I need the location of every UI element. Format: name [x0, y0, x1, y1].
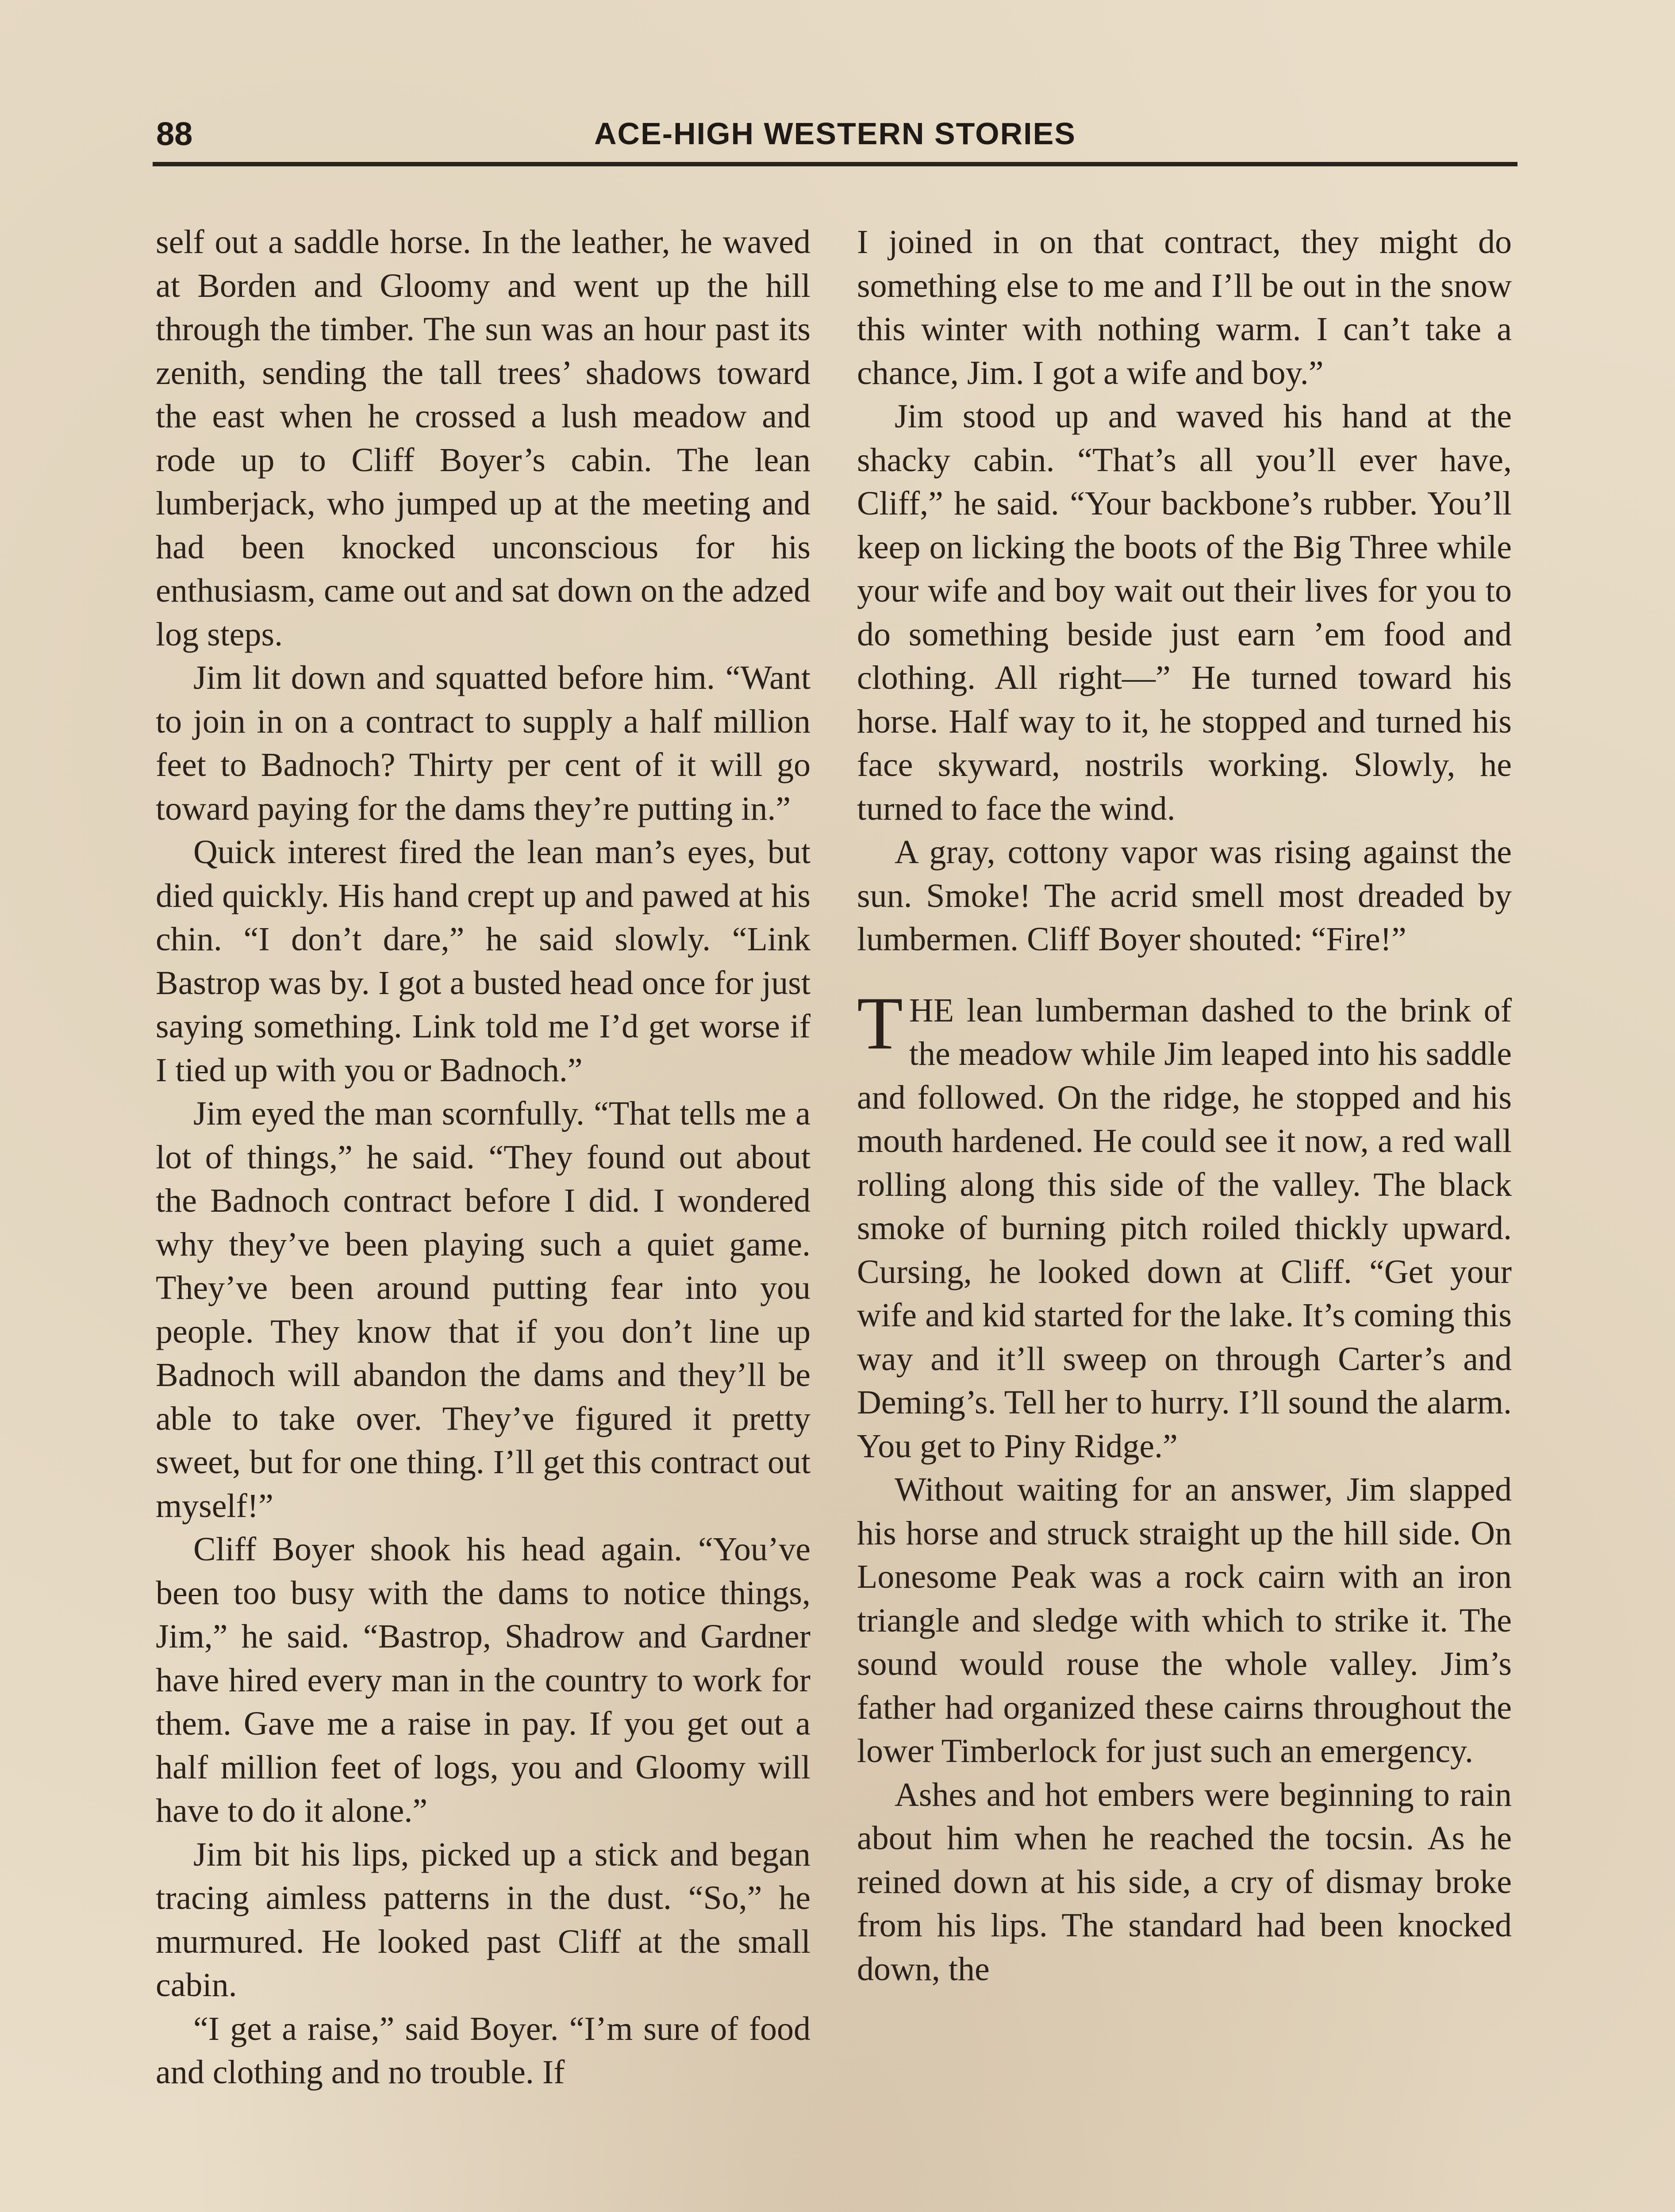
left-column: [156, 220, 811, 2094]
drop-cap: T: [857, 981, 903, 1065]
paragraph: Without waiting for an answer, Jim slapped his horse and struck straight up the hill side. On Lonesome Peak was a rock cairn with an iron triangle and sledge with which to strike it. The sound would rouse the whole valley. Jim’s father had organized these cairns throughout the lower Timberlock for just such an emergency.: [857, 1471, 1512, 1770]
paragraph: Ashes and hot embers were beginning to rain about him when he reached the tocsin. As he reined down at his side, a cry of dismay broke from his lips. The standard had been knocked down, the: [857, 1776, 1512, 1988]
page-number: 88: [156, 115, 193, 152]
paragraph: Quick interest fired the lean man’s eyes, but died quickly. His hand crept up and pawed at his chin. “I don’t dare,” he said slowly. “Link Bastrop was by. I got a busted head once for just saying something. Link told me I’d get worse if I tied up with you or Badnoch.”: [156, 833, 811, 1089]
paragraph: Jim eyed the man scornfully. “That tells me a lot of things,” he said. “They found out about the Badnoch contract before I did. I wondered why they’ve been playing such a quiet game. They’ve been around putting fear into you people. They know that if you don’t line up Badnoch will abandon the dams and they’ll be able to take over. They’ve figured it pretty sweet, but for one thing. I’ll get this contract out myself!”: [156, 1095, 811, 1525]
paragraph: Cliff Boyer shook his head again. “You’ve been too busy with the dams to notice things, Jim,” he said. “Bastrop, Shadrow and Gardner have hired every man in the country to work for them. Gave me a raise in pay. If you get out a half million feet of logs, you and Gloomy will have to do it alone.”: [156, 1531, 811, 1829]
paragraph: A gray, cottony vapor was rising against the sun. Smoke! The acrid smell most dreaded by lumbermen. Cliff Boyer shouted: “Fire!”: [857, 833, 1512, 958]
paragraph: Jim lit down and squatted before him. “Want to join in on a contract to supply a half million feet to Badnoch? Thirty per cent of it will go toward paying for the dams they’re putting in.”: [156, 659, 811, 827]
running-title: ACE-HIGH WESTERN STORIES: [594, 116, 1076, 151]
paragraph: I joined in on that contract, they might do something else to me and I’ll be out in the snow this winter with nothing warm. I can’t take a chance, Jim. I got a wife and boy.”: [857, 223, 1512, 392]
paragraph: self out a saddle horse. In the leather, he waved at Borden and Gloomy and went up the hill through the timber. The sun was an hour past its zenith, sending the tall trees’ shadows toward the east when he crossed a lush meadow and rode up to Cliff Boyer’s cabin. The lean lumberjack, who jumped up at the meeting and had been knocked unconscious for his enthusiasm, came out and sat down on the adzed log steps.: [156, 223, 811, 653]
section-start-text: HE lean lumberman dashed to the brink of the meadow while Jim leaped into his saddle and followed. On the ridge, he stopped and his mouth hardened. He could see it now, a red wall rolling along this side of the valley. The black smoke of burning pitch roiled thickly upward. Cursing, he looked down at Cliff. “Get your wife and kid started for the lake. It’s coming this way and it’ll sweep on through Carter’s and Deming’s. Tell her to hurry. I’ll sound the alarm. You get to Piny Ridge.”: [857, 991, 1512, 1465]
right-column: [857, 220, 1512, 1991]
header-rule: [153, 162, 1517, 166]
running-header: [153, 111, 1517, 159]
paragraph: Jim bit his lips, picked up a stick and began tracing aimless patterns in the dust. “So,” he murmured. He looked past Cliff at the small cabin.: [156, 1836, 811, 2004]
paragraph: “I get a raise,” said Boyer. “I’m sure of food and clothing and no trouble. If: [156, 2010, 811, 2091]
paragraph: Jim stood up and waved his hand at the shacky cabin. “That’s all you’ll ever have, Cliff,” he said. “Your backbone’s rubber. You’ll keep on licking the boots of the Big Three while your wife and boy wait out their lives for you to do something beside just earn ’em food and clothing. All right—” He turned toward his horse. Half way to it, he stopped and turned his face skyward, nostrils working. Slowly, he turned to face the wind.: [857, 398, 1512, 827]
section-start-paragraph: [857, 981, 1512, 1468]
